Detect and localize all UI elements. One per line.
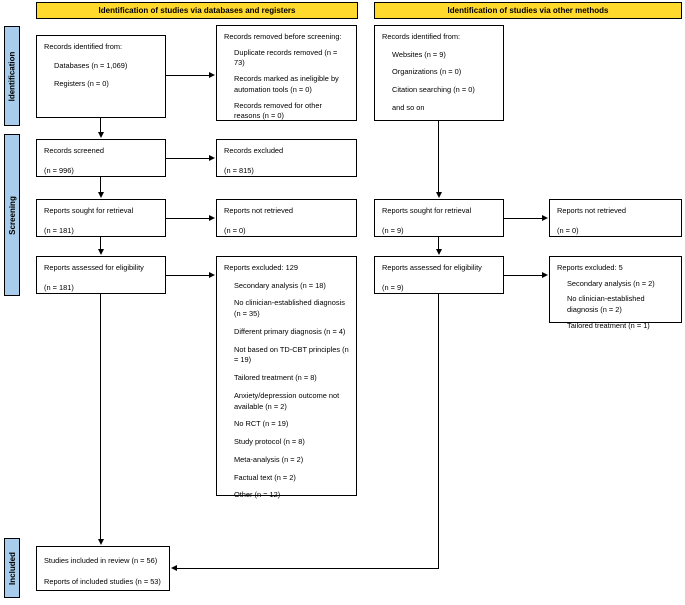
box-reports-sought — [36, 199, 166, 237]
other-reports-excluded-item-1: No clinician-established diagnosis (n = 2) — [567, 294, 645, 315]
other-reports-excluded-title: Reports excluded: 5 — [557, 263, 623, 272]
other-identified-item-0: Websites (n = 9) — [392, 49, 446, 59]
other-identified-item-3: and so on — [392, 102, 425, 112]
stage-included — [4, 538, 20, 598]
reports-not-retrieved-title: Reports not retrieved — [224, 206, 294, 215]
arrowhead-other-sought-to-not-retrieved — [542, 215, 548, 221]
reports-excluded-title: Reports excluded: 129 — [224, 263, 298, 272]
other-reports-excluded-item-2: Tailored treatment (n = 1) — [567, 320, 650, 330]
records-excluded-count: (n = 815) — [224, 165, 254, 175]
arrowhead-sought-to-assessed — [98, 249, 104, 255]
other-reports-sought-count: (n = 9) — [382, 225, 404, 235]
reports-not-retrieved-count: (n = 0) — [224, 225, 246, 235]
reports-excluded-item-2: Different primary diagnosis (n = 4) — [234, 326, 346, 336]
connector-assessed-to-included — [100, 294, 101, 540]
box-reports-assessed — [36, 256, 166, 294]
reports-excluded-item-4: Tailored treatment (n = 8) — [234, 373, 317, 383]
box-records-identified — [36, 35, 166, 118]
box-reports-excluded — [216, 256, 357, 500]
records-removed-item-2: Records removed for other reasons (n = 0) — [234, 100, 322, 121]
arrowhead-screened-to-excluded — [209, 155, 215, 161]
records-identified-item-0: Databases (n = 1,069) — [54, 60, 128, 70]
reports-excluded-item-10: Other (n = 12) — [234, 490, 281, 500]
connector-other-assessed-to-included — [177, 568, 439, 569]
connector-other-sought-to-not-retrieved — [504, 218, 543, 219]
connector-other-assessed-to-excluded — [504, 275, 543, 276]
box-other-reports-assessed — [374, 256, 504, 294]
box-records-removed — [216, 25, 357, 121]
box-records-screened — [36, 139, 166, 177]
records-removed-title: Records removed before screening: — [224, 32, 342, 41]
reports-excluded-item-6: No RCT (n = 19) — [234, 419, 289, 429]
other-identified-title: Records identified from: — [382, 32, 461, 41]
arrowhead-assessed-to-excluded — [209, 272, 215, 278]
reports-assessed-title: Reports assessed for eligibility — [44, 263, 144, 272]
arrowhead-other-assessed-to-included — [171, 565, 177, 571]
reports-assessed-count: (n = 181) — [44, 282, 74, 292]
reports-excluded-item-8: Meta-analysis (n = 2) — [234, 454, 304, 464]
arrowhead-assessed-to-included — [98, 539, 104, 545]
reports-excluded-item-9: Factual text (n = 2) — [234, 472, 296, 482]
records-screened-count: (n = 996) — [44, 165, 74, 175]
records-excluded-title: Records excluded — [224, 146, 284, 155]
stage-screening — [4, 134, 20, 296]
arrowhead-identified-to-removed — [209, 72, 215, 78]
stage-identification — [4, 26, 20, 126]
reports-excluded-item-3: Not based on TD-CBT principles (n = 19) — [234, 344, 349, 365]
box-other-reports-sought — [374, 199, 504, 237]
stage-identification-label: Identification — [7, 51, 17, 101]
arrowhead-other-assessed-to-excluded — [542, 272, 548, 278]
other-reports-not-retrieved-title: Reports not retrieved — [557, 206, 627, 215]
arrowhead-other-sought-to-assessed — [436, 249, 442, 255]
box-other-reports-excluded — [549, 256, 682, 330]
box-reports-not-retrieved — [216, 199, 357, 237]
records-identified-item-1: Registers (n = 0) — [54, 79, 109, 89]
other-identified-item-2: Citation searching (n = 0) — [392, 85, 475, 95]
reports-sought-count: (n = 181) — [44, 225, 74, 235]
arrowhead-sought-to-not-retrieved — [209, 215, 215, 221]
box-studies-included — [36, 546, 170, 591]
connector-identified-to-removed — [166, 75, 210, 76]
arrowhead-screened-to-sought — [98, 192, 104, 198]
other-reports-assessed-title: Reports assessed for eligibility — [382, 263, 482, 272]
box-records-excluded — [216, 139, 357, 177]
arrowhead-identified-to-screened — [98, 132, 104, 138]
connector-other-identified-to-sought — [438, 121, 439, 193]
connector-sought-to-not-retrieved — [166, 218, 210, 219]
connector-other-assessed-down — [438, 294, 439, 569]
other-reports-not-retrieved-count: (n = 0) — [557, 225, 579, 235]
reports-sought-title: Reports sought for retrieval — [44, 206, 134, 215]
connector-identified-to-screened — [100, 118, 101, 133]
reports-excluded-item-0: Secondary analysis (n = 18) — [234, 280, 326, 290]
stage-screening-label: Screening — [7, 195, 17, 235]
header-other-methods — [374, 2, 682, 19]
reports-excluded-item-5: Anxiety/depression outcome not available (n = 2) — [234, 390, 340, 411]
records-removed-item-1: Records marked as ineligible by automation tools (n = 0) — [234, 74, 339, 94]
stage-included-label: Included — [7, 551, 17, 585]
other-reports-excluded-item-0: Secondary analysis (n = 2) — [567, 278, 655, 288]
other-reports-assessed-count: (n = 9) — [382, 282, 404, 292]
records-identified-title: Records identified from: — [44, 42, 123, 51]
other-reports-sought-title: Reports sought for retrieval — [382, 206, 472, 215]
connector-screened-to-excluded — [166, 158, 210, 159]
studies-included-line2: Reports of included studies (n = 53) — [44, 576, 161, 586]
arrowhead-other-identified-to-sought — [436, 192, 442, 198]
reports-excluded-item-1: No clinician-established diagnosis (n = 35) — [234, 298, 345, 319]
header-other-label: Identification of studies via other methods — [447, 6, 609, 15]
records-screened-title: Records screened — [44, 146, 104, 155]
connector-screened-to-sought — [100, 177, 101, 193]
studies-included-line1: Studies included in review (n = 56) — [44, 556, 158, 565]
box-other-reports-not-retrieved — [549, 199, 682, 237]
records-removed-item-0: Duplicate records removed (n = 73) — [234, 47, 338, 68]
header-databases-label: Identification of studies via databases and registers — [98, 6, 296, 15]
other-identified-item-1: Organizations (n = 0) — [392, 67, 462, 77]
box-other-identified — [374, 25, 504, 121]
header-databases-registers — [36, 2, 358, 19]
connector-assessed-to-excluded — [166, 275, 210, 276]
reports-excluded-item-7: Study protocol (n = 8) — [234, 437, 305, 447]
